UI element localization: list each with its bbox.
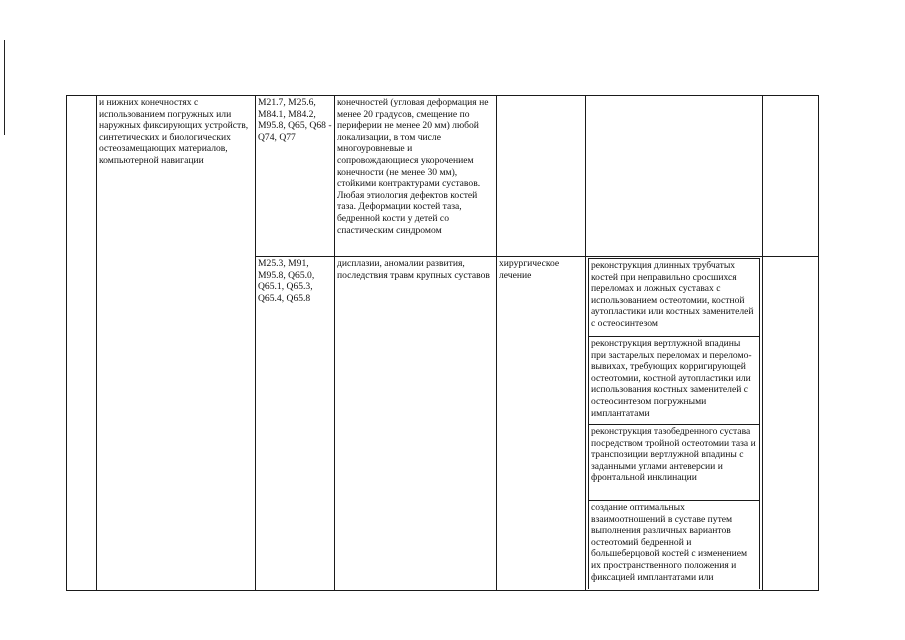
treatment-method-item: реконструкция длинных трубчатых костей при неправильно сросшихся переломах и ложных суставах с использованием остеотомии, костной аутопластики или костных заменителей с остеосинтезом [589, 259, 760, 337]
treatment-method-item: реконструкция вертлужной впадины при застарелых переломах и переломо-вывихах, требующих корригирующей остеотомии, костной аутопластики или использования костных заменителей с остеосинтезом погружными имплантатами [589, 337, 760, 425]
cost-cell [763, 257, 819, 591]
icd-codes-cell: M25.3, M91, M95.8, Q65.0, Q65.1, Q65.3, Q65.4, Q65.8 [256, 257, 335, 591]
table-row [67, 96, 819, 257]
medical-care-table [66, 95, 819, 591]
treatment-methods-cell [586, 257, 763, 591]
patient-model-cell: конечностей (угловая деформация не менее 20 градусов, смещение по периферии не менее 20 мм) любой локализации, в том числе многоуровневые и сопровождающиеся укорочением конечности (не менее 30 мм), стойкими контрактурами суставов. Любая этиология дефектов костей таза. Деформации костей таза, бедренной кости у детей со спастическим синдромом [335, 96, 497, 257]
icd-codes-cell: M21.7, M25.6, M84.1, M84.2, M95.8, Q65, Q68 - Q74, Q77 [256, 96, 335, 257]
treatment-method-item: реконструкция тазобедренного сустава посредством тройной остеотомии таза и транспозиции вертлужной впадины с заданными углами антеверсии и фронтальной инклинации [589, 425, 760, 501]
cost-cell [763, 96, 819, 257]
row-number-cell [67, 96, 97, 591]
treatment-type-cell: хирургическое лечение [497, 257, 586, 591]
treatment-methods-list [588, 258, 760, 589]
intervention-name-cell: и нижних конечностях с использованием погружных или наружных фиксирующих устройств, синтетических и биологических остеозамещающих материалов, компьютерной навигации [97, 96, 256, 591]
treatment-method-item: создание оптимальных взаимоотношений в суставе путем выполнения различных вариантов остеотомий бедренной и большеберцовой костей с изменением их пространственного положения и фиксацией имплантатами или [589, 501, 760, 589]
patient-model-cell: дисплазии, аномалии развития, последствия травм крупных суставов [335, 257, 497, 591]
page-edge-line [4, 40, 5, 135]
treatment-method-cell [586, 96, 763, 257]
treatment-type-cell [497, 96, 586, 257]
